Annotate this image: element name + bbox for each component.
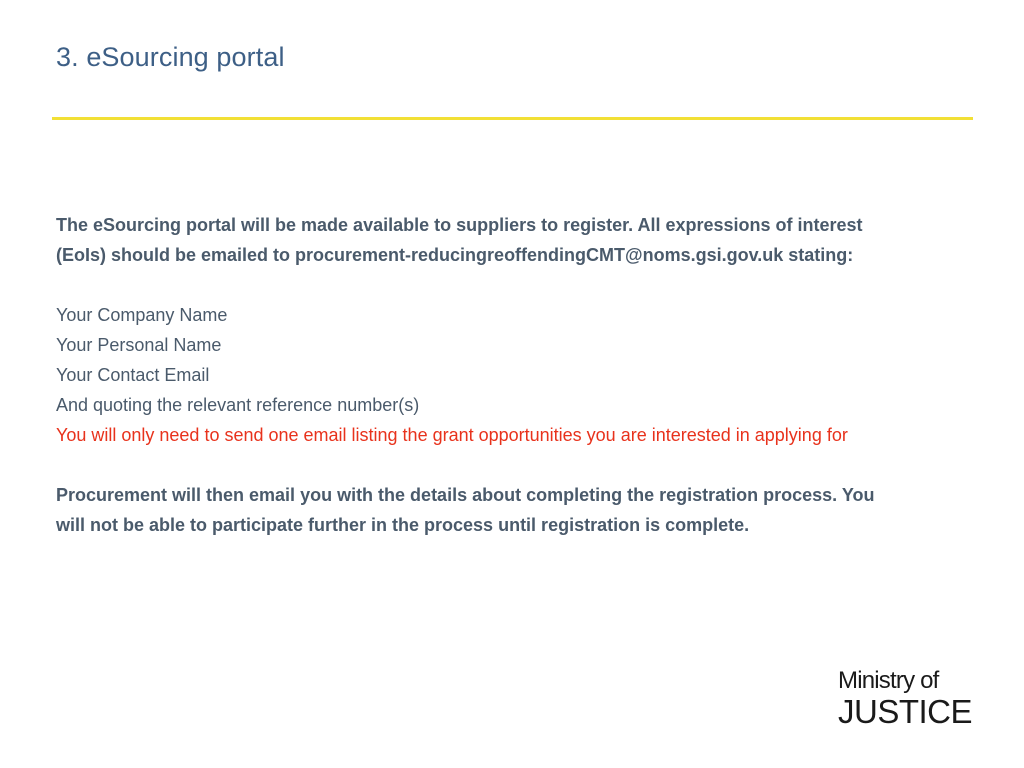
title-divider	[52, 117, 973, 120]
ministry-of-justice-logo	[838, 667, 973, 730]
list-item-contact-email: Your Contact Email	[56, 365, 210, 385]
closing-text-line-1: Procurement will then email you with the details about completing the registration process. You	[56, 485, 875, 505]
logo-line-1: Ministry of	[838, 667, 939, 694]
slide-title: 3. eSourcing portal	[56, 42, 285, 72]
list-item-company-name: Your Company Name	[56, 305, 228, 325]
list-item-reference-number: And quoting the relevant reference number(s)	[56, 395, 420, 415]
spacer	[56, 270, 976, 300]
note-text: You will only need to send one email listing the grant opportunities you are interested in applying for	[56, 425, 848, 445]
intro-text-line-2: (EoIs) should be emailed to procurement-reducingreoffendingCMT@noms.gsi.gov.uk stating:	[56, 245, 854, 265]
logo-line-2: JUSTICE	[838, 693, 973, 730]
list-item-personal-name: Your Personal Name	[56, 335, 222, 355]
intro-text-line-1: The eSourcing portal will be made available to suppliers to register. All expressions of interest	[56, 215, 863, 235]
closing-text-line-2: will not be able to participate further in the process until registration is complete.	[56, 515, 750, 535]
spacer	[56, 450, 976, 480]
slide-body	[56, 210, 976, 540]
